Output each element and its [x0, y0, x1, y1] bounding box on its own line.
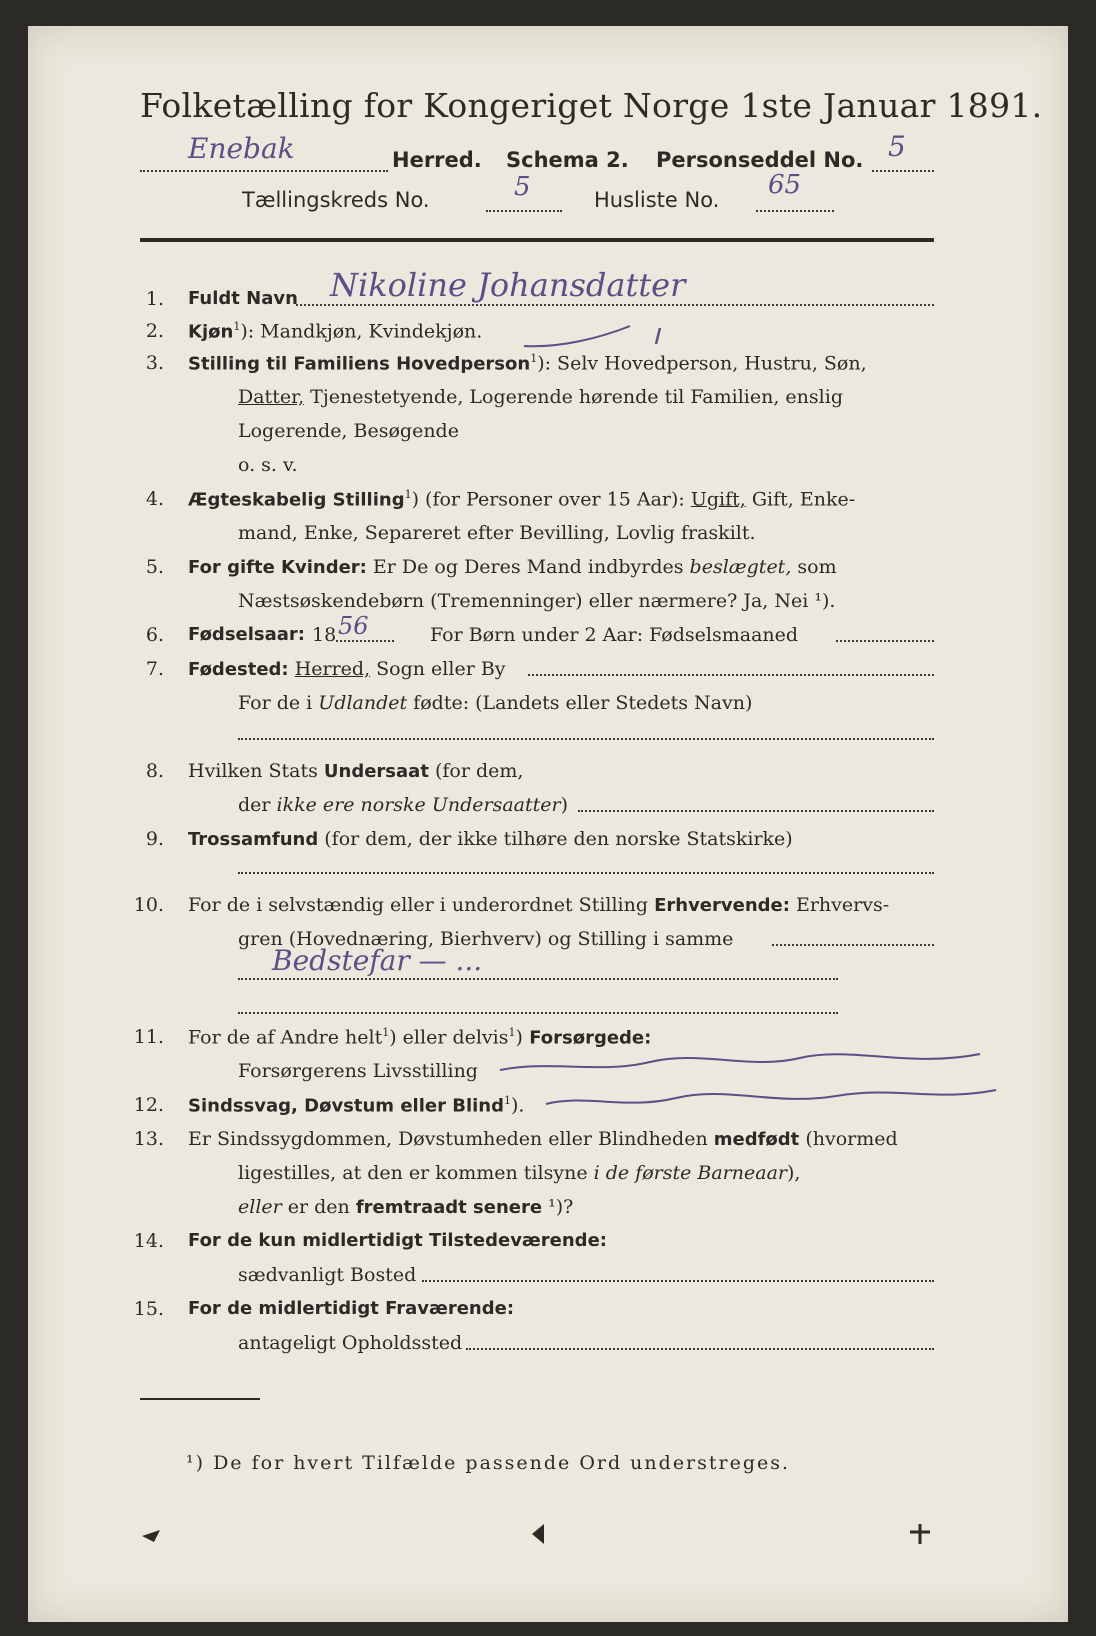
- personseddel-handwritten-value: 5: [888, 130, 906, 163]
- q5-label: For gifte Kvinder:: [188, 557, 367, 578]
- q8-line2-italic: ikke ere norske Undersaatter: [276, 794, 561, 816]
- q11-line1: For de af Andre helt$^1$) eller delvis$^1$) Forsørgede:: [188, 1026, 652, 1049]
- husliste-dotted-line: [756, 210, 834, 212]
- footnote-text: De for hvert Tilfælde passende Ord understreges.: [213, 1452, 791, 1474]
- q7-line1: [188, 658, 506, 680]
- q15-number: 15.: [133, 1298, 164, 1320]
- registration-mark-right-icon: [908, 1522, 932, 1546]
- q8-line1-pre: Hvilken Stats: [188, 760, 324, 782]
- q3-sup: 1: [530, 352, 538, 365]
- q2-rest: ): Mandkjøn,: [240, 320, 369, 343]
- q13-line1: [188, 1128, 898, 1150]
- herred-label: Herred.: [392, 148, 482, 172]
- q13-line2: [238, 1162, 800, 1184]
- q15-dotted-line: [466, 1348, 934, 1350]
- q11-line1-bold: Forsørgede:: [522, 1027, 652, 1049]
- q6-label2: For Børn under 2 Aar: Fødselsmaaned: [430, 624, 799, 646]
- q8-line1-bold: Undersaat: [323, 761, 429, 782]
- q13-line1-pre: Er Sindssygdommen, Døvstumheden eller Blindheden: [188, 1128, 714, 1150]
- q9-rest: (for dem, der ikke tilhøre den norske Statskirke): [318, 828, 793, 850]
- q6-year-prefix: 18: [312, 624, 337, 646]
- q3-label: Stilling til Familiens Hovedperson: [188, 353, 531, 375]
- q2-option-selected: Kvindekjøn.: [368, 320, 483, 343]
- q1-dotted-line: [296, 304, 934, 306]
- q10-line1-pre: For de i selvstændig eller i underordnet Stilling: [188, 894, 655, 916]
- q5-line1-pre: Er De og Deres Mand indbyrdes: [366, 556, 690, 578]
- q8-line1: [188, 760, 523, 782]
- q3-selected-option: Datter,: [238, 386, 305, 408]
- q13-number: 13.: [133, 1128, 164, 1150]
- q8-line2: [238, 794, 568, 816]
- q11-line2: Forsørgerens Livsstilling: [238, 1060, 478, 1082]
- q6-label: Fødselsaar:: [188, 624, 305, 645]
- q3-line2: [238, 386, 843, 408]
- q13-line3-italic: eller: [238, 1196, 282, 1218]
- q5-line2: Næstsøskendebørn (Tremenninger) eller nærmere? Ja, Nei ¹).: [238, 590, 836, 612]
- q12-handwritten-scribble: [536, 1072, 1006, 1122]
- q9-number: 9.: [145, 828, 164, 850]
- q4-line1-pre: ) (for Personer over 15 Aar):: [411, 488, 691, 511]
- q13-line1-post: (hvormed: [799, 1128, 898, 1150]
- q7-line2-italic: Udlandet: [318, 692, 408, 714]
- q10-line1: [188, 894, 889, 916]
- q13-line3: [238, 1196, 573, 1218]
- q5-number: 5.: [145, 556, 164, 578]
- q13-line2-italic: i de første Barneaar: [593, 1162, 787, 1184]
- q14-line1: For de kun midlertidigt Tilstedeværende:: [188, 1230, 607, 1251]
- q1-label: Fuldt Navn: [188, 288, 298, 309]
- q3-line1: [188, 352, 867, 374]
- q13-line2-pre: ligestilles, at den er kommen tilsyne: [238, 1162, 594, 1184]
- q4-sup: 1: [404, 488, 412, 501]
- q8-line1-post: (for dem,: [428, 760, 524, 782]
- q9-label: Trossamfund: [188, 829, 319, 850]
- q3-number: 3.: [145, 352, 164, 374]
- personseddel-dotted-line: [872, 170, 934, 172]
- q8-dotted-line: [578, 810, 934, 812]
- q13-line2-post: ),: [787, 1162, 801, 1184]
- q13-line3-bold: fremtraadt senere: [355, 1197, 543, 1218]
- q3-line1-rest: ): Selv Hovedperson, Hustru, Søn,: [537, 352, 867, 375]
- q10-answer-dotted-1: [238, 978, 838, 980]
- q14-number: 14.: [133, 1230, 164, 1252]
- q8-line2-pre: der: [238, 794, 277, 816]
- q11-line1-pre: For de af Andre helt: [188, 1026, 383, 1049]
- q7-line2-pre: For de i: [238, 692, 319, 714]
- husliste-label: Husliste No.: [594, 188, 720, 212]
- q6-year-dotted-line: [336, 640, 394, 642]
- q7-label: Fødested:: [188, 659, 289, 680]
- q10-answer-dotted-2: [238, 1012, 838, 1014]
- herred-handwritten-value: Enebak: [188, 132, 295, 165]
- q5-line1-italic: beslægtet,: [689, 556, 792, 578]
- q3-line4: o. s. v.: [238, 454, 298, 476]
- q12-label: Sindssvag, Døvstum eller Blind: [188, 1095, 504, 1117]
- kreds-handwritten-value: 5: [514, 172, 531, 202]
- header-thick-rule: [140, 238, 934, 242]
- form-title: Folketælling for Kongeriget Norge 1ste Januar 1891.: [140, 86, 1043, 125]
- kreds-label: Tællingskreds No.: [242, 188, 430, 212]
- q7-dotted-line: [528, 674, 934, 676]
- q4-selected-option: Ugift,: [690, 488, 746, 511]
- q7-line2-post: fødte: (Landets eller Stedets Navn): [407, 692, 753, 714]
- q7-selected-option: Herred,: [294, 658, 371, 680]
- herred-dotted-line: [140, 170, 388, 172]
- q3-line3: Logerende, Besøgende: [238, 420, 459, 442]
- q1-number: 1.: [145, 288, 164, 310]
- q2-number: 2.: [145, 320, 164, 342]
- q4-number: 4.: [145, 488, 164, 510]
- q6-dotted-line: [836, 640, 934, 642]
- q6-handwritten-year: 56: [338, 612, 369, 640]
- q7-line2: [238, 692, 752, 714]
- q9-line: [188, 828, 793, 850]
- footnote-rule: [140, 1398, 260, 1400]
- footnote: [186, 1452, 790, 1474]
- q15-line1: For de midlertidigt Fraværende:: [188, 1298, 515, 1319]
- q1-handwritten-name: Nikoline Johansdatter: [330, 266, 686, 304]
- q12-line: Sindssvag, Døvstum eller Blind$^1$).: [188, 1094, 525, 1117]
- q4-label: Ægteskabelig Stilling: [188, 489, 405, 511]
- q13-line3-mid: er den: [281, 1196, 356, 1218]
- q10-number: 10.: [133, 894, 164, 916]
- q4-line2: mand, Enke, Separeret efter Bevilling, Lovlig fraskilt.: [238, 522, 756, 544]
- q14-dotted-line: [422, 1280, 934, 1282]
- q4-line1-post: Gift, Enke-: [745, 488, 856, 511]
- q10-line2: gren (Hovednæring, Bierhverv) og Stilling i samme: [238, 928, 734, 950]
- footnote-mark: ¹): [186, 1452, 206, 1474]
- q5-line1: [188, 556, 837, 578]
- q7-rest: Sogn eller By: [370, 658, 506, 680]
- q6-number: 6.: [145, 624, 164, 646]
- q2-line: [188, 320, 482, 342]
- q2-sup: 1: [233, 320, 241, 333]
- q7-number: 7.: [145, 658, 164, 680]
- q15-line2: antageligt Opholdssted: [238, 1332, 463, 1354]
- registration-mark-center-icon: [528, 1522, 548, 1546]
- q7-answer-dotted-line: [238, 738, 934, 740]
- q9-dotted-line: [238, 872, 934, 874]
- q2-label: Kjøn: [188, 321, 234, 343]
- q12-number: 12.: [133, 1094, 164, 1116]
- q13-line3-post: ¹)?: [542, 1196, 574, 1218]
- personseddel-label: Personseddel No.: [656, 148, 864, 172]
- q10-handwritten-answer: Bedstefar — ...: [272, 944, 483, 977]
- q10-line1-post: Erhvervs-: [789, 894, 890, 916]
- q8-line2-post: ): [560, 794, 568, 816]
- q11-number: 11.: [133, 1026, 164, 1048]
- q10-line2-dotted: [772, 944, 934, 946]
- q5-line1-post: som: [791, 556, 837, 578]
- q14-line2: sædvanligt Bosted: [238, 1264, 417, 1286]
- registration-mark-left-icon: [140, 1526, 164, 1546]
- q11-line1-mid: ) eller delvis: [389, 1026, 509, 1049]
- q10-line1-bold: Erhvervende:: [654, 895, 790, 916]
- q3-line2-rest: Tjenestetyende, Logerende hørende til Familien, enslig: [304, 386, 843, 408]
- q4-line1: [188, 488, 855, 510]
- q8-number: 8.: [145, 760, 164, 782]
- q13-line1-bold: medfødt: [713, 1129, 800, 1150]
- husliste-handwritten-value: 65: [768, 170, 802, 200]
- schema-label: Schema 2.: [506, 148, 629, 172]
- q12-rest: ).: [510, 1094, 525, 1117]
- kreds-dotted-line: [486, 210, 562, 212]
